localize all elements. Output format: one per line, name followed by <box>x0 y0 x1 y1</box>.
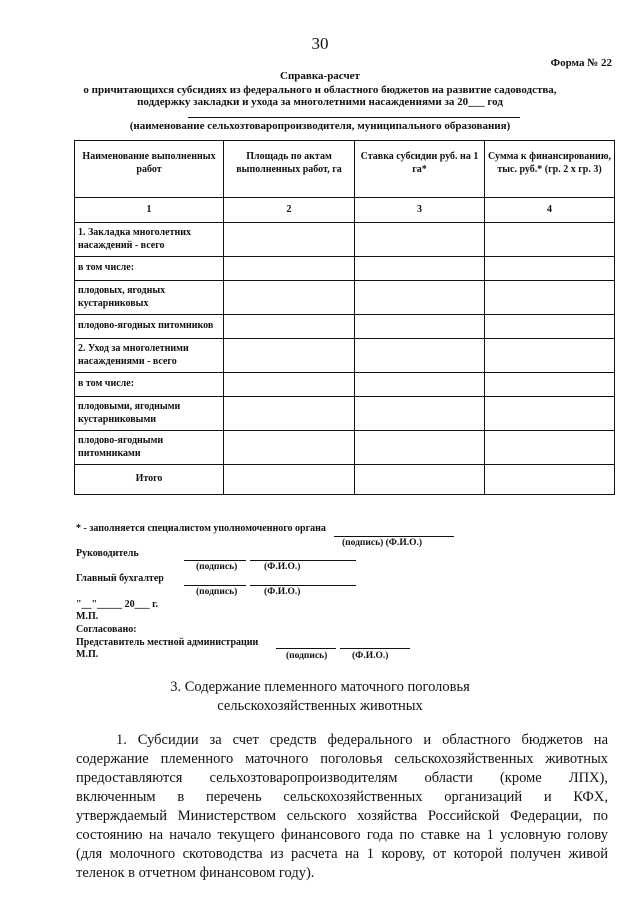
cell-rate[interactable] <box>355 373 485 397</box>
accountant-name-line[interactable] <box>250 585 356 586</box>
cell-rate[interactable] <box>355 223 485 257</box>
section-paragraph <box>76 731 608 883</box>
cell-area[interactable] <box>224 315 355 339</box>
paragraph-line: предоставляются сельхозтоваропроизводителям области (кроме ЛПХ), <box>76 770 608 786</box>
cell-sum[interactable] <box>485 281 615 315</box>
header-sum: Сумма к финансированию, тыс. руб.* (гр. 2 х гр. 3) <box>485 141 615 198</box>
stamp-place-2: М.П. <box>76 649 99 660</box>
section-title-line1: 3. Содержание племенного маточного поголовья <box>170 679 470 695</box>
paragraph-line: 1. Субсидии за счет средств федерального и областного бюджетов на <box>116 732 608 748</box>
col-number: 4 <box>485 198 615 223</box>
cell-sum[interactable] <box>485 373 615 397</box>
cell-sum[interactable] <box>485 257 615 281</box>
col-number: 3 <box>355 198 485 223</box>
agreed-label: Согласовано: <box>76 624 137 635</box>
header-work-name: Наименование выполненных работ <box>75 141 224 198</box>
cell-area[interactable] <box>224 257 355 281</box>
head-name-line[interactable] <box>250 560 356 561</box>
row-label: плодовыми, ягодными кустарниковыми <box>75 397 224 431</box>
cell-area[interactable] <box>224 281 355 315</box>
cell-rate-total[interactable] <box>355 465 485 495</box>
cell-rate[interactable] <box>355 431 485 465</box>
head-sign-caption: (подпись) <box>196 562 238 572</box>
header-rate: Ставка субсидии руб. на 1 га* <box>355 141 485 198</box>
cell-area-total[interactable] <box>224 465 355 495</box>
col-number: 1 <box>75 198 224 223</box>
accountant-name-caption: (Ф.И.О.) <box>264 587 301 597</box>
authority-signature-line[interactable] <box>334 536 454 537</box>
authority-signature-caption: (подпись) (Ф.И.О.) <box>342 538 423 548</box>
row-label: плодово-ягодными питомниками <box>75 431 224 465</box>
row-label: 2. Уход за многолетними насаждениями - всего <box>75 339 224 373</box>
entity-name-caption: (наименование сельхозтоваропроизводителя, муниципального образования) <box>129 120 511 132</box>
cell-sum[interactable] <box>485 315 615 339</box>
header-area: Площадь по актам выполненных работ, га <box>224 141 355 198</box>
admin-signature-line[interactable] <box>276 648 336 649</box>
head-name-caption: (Ф.И.О.) <box>264 562 301 572</box>
accountant-label: Главный бухгалтер <box>76 573 164 584</box>
cell-sum[interactable] <box>485 397 615 431</box>
paragraph-line: (для молочного скотоводства из расчета на 1 корову, от которой получен живой <box>76 846 608 862</box>
cell-rate[interactable] <box>355 257 485 281</box>
form-title: Справка-расчет <box>280 70 360 82</box>
accountant-signature-line[interactable] <box>184 585 246 586</box>
admin-name-caption: (Ф.И.О.) <box>352 651 389 661</box>
row-label: 1. Закладка многолетних насаждений - всего <box>75 223 224 257</box>
cell-area[interactable] <box>224 373 355 397</box>
paragraph-line: утверждаемый Министерством сельского хозяйства Российской Федерации, по <box>76 808 608 824</box>
row-label: в том числе: <box>75 257 224 281</box>
accountant-sign-caption: (подпись) <box>196 587 238 597</box>
cell-area[interactable] <box>224 397 355 431</box>
section-title-line2: сельскохозяйственных животных <box>217 698 423 714</box>
footnote: * - заполняется специалистом уполномоченного органа <box>76 523 326 534</box>
form-subtitle-line1: о причитающихся субсидиях из федерального и областного бюджетов на развитие садоводства, <box>83 84 557 96</box>
cell-sum[interactable] <box>485 339 615 373</box>
subsidy-table <box>74 140 615 495</box>
cell-rate[interactable] <box>355 339 485 373</box>
head-label: Руководитель <box>76 548 139 559</box>
head-signature-line[interactable] <box>184 560 246 561</box>
form-subtitle-line2: поддержку закладки и ухода за многолетними насаждениями за 20___ год <box>137 96 503 108</box>
paragraph-line: состоянию на начало текущего финансового года по ставке на 1 условную голову <box>76 827 608 843</box>
stamp-place-1: М.П. <box>76 611 99 622</box>
paragraph-line: включенным в перечень сельскохозяйственных организаций и КФХ, <box>76 789 608 805</box>
cell-rate[interactable] <box>355 315 485 339</box>
row-total-label: Итого <box>75 465 224 495</box>
col-number: 2 <box>224 198 355 223</box>
admin-sign-caption: (подпись) <box>286 651 328 661</box>
cell-area[interactable] <box>224 431 355 465</box>
admin-name-line[interactable] <box>340 648 410 649</box>
cell-sum[interactable] <box>485 431 615 465</box>
date-field[interactable]: "__"_____ 20___ г. <box>76 599 159 610</box>
cell-rate[interactable] <box>355 281 485 315</box>
entity-name-line <box>188 117 520 118</box>
form-number: Форма № 22 <box>550 57 612 69</box>
cell-area[interactable] <box>224 223 355 257</box>
cell-sum[interactable] <box>485 223 615 257</box>
paragraph-line: теленок в отчетном финансовом году). <box>76 865 315 881</box>
row-label: плодово-ягодных питомников <box>75 315 224 339</box>
page-number: 30 <box>311 34 329 53</box>
cell-sum-total[interactable] <box>485 465 615 495</box>
row-label: плодовых, ягодных кустарниковых <box>75 281 224 315</box>
cell-rate[interactable] <box>355 397 485 431</box>
cell-area[interactable] <box>224 339 355 373</box>
row-label: в том числе: <box>75 373 224 397</box>
local-admin-label: Представитель местной администрации <box>76 637 259 648</box>
paragraph-line: содержание племенного маточного поголовья сельскохозяйственных животных <box>76 751 608 767</box>
